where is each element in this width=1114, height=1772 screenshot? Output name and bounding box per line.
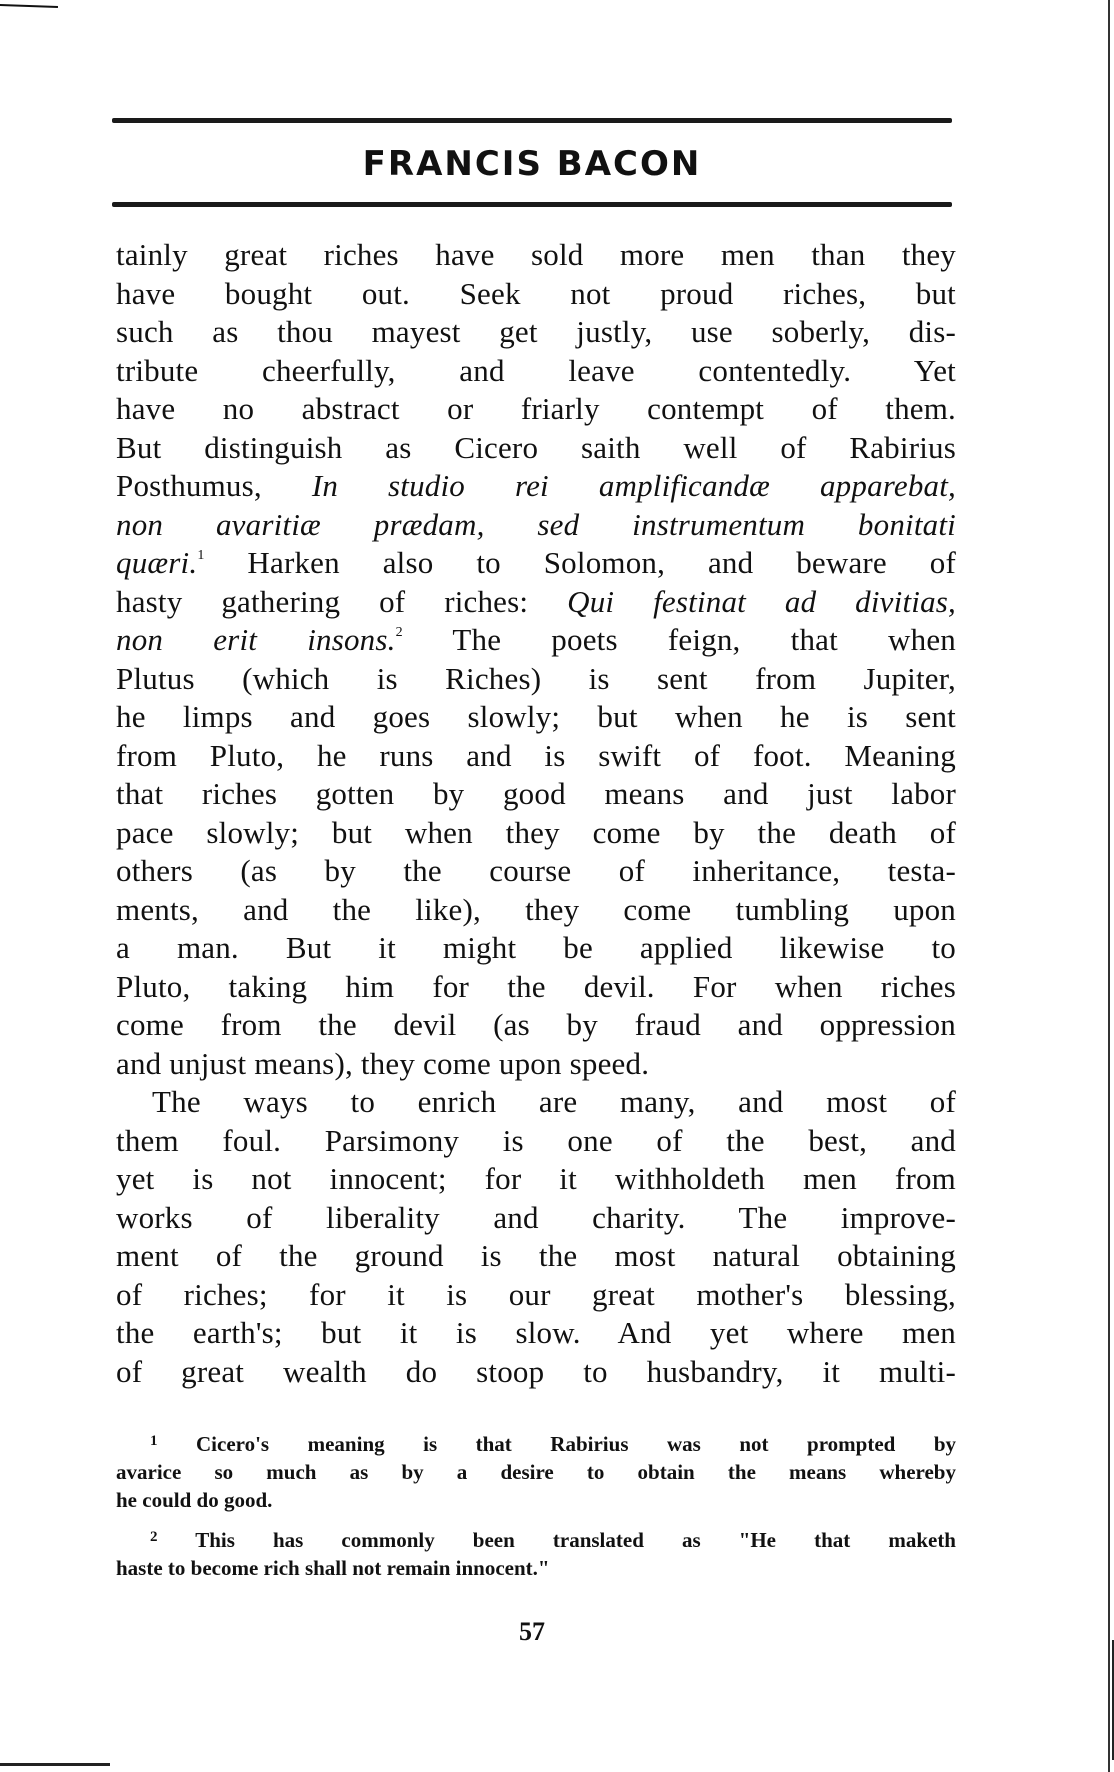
text-line: Plutus (which is Riches) is sent from Jupiter, bbox=[116, 660, 956, 696]
latin-quotation-line: non avaritiæ prædam, sed instrumentum bonitati bbox=[116, 506, 956, 542]
footnote-line: he could do good. bbox=[116, 1488, 273, 1512]
footnote-mark: 2 bbox=[150, 1529, 158, 1545]
text-line bbox=[116, 583, 956, 622]
text-line: works of liberality and charity. The improve- bbox=[116, 1199, 956, 1235]
text-line: of riches; for it is our great mother's blessing, bbox=[116, 1276, 956, 1312]
page-edge-mark bbox=[0, 4, 58, 8]
text-line: have bought out. Seek not proud riches, but bbox=[116, 275, 956, 311]
text-line: ment of the ground is the most natural obtaining bbox=[116, 1238, 956, 1273]
text-line bbox=[116, 544, 956, 583]
text-line: ments, and the like), they come tumbling upon bbox=[116, 891, 956, 927]
text-line: But distinguish as Cicero saith well of Rabirius bbox=[116, 429, 956, 465]
footnote-mark: 1 bbox=[150, 1433, 158, 1449]
text-line: from Pluto, he runs and is swift of foot. Meaning bbox=[116, 737, 956, 773]
footnote-line: haste to become rich shall not remain innocent." bbox=[116, 1556, 550, 1580]
footnote-ref-1: 1 bbox=[197, 548, 205, 563]
footnote-line: avarice so much as by a desire to obtain the means whereby bbox=[116, 1460, 956, 1484]
text-segment: hasty gathering of riches: bbox=[116, 583, 529, 619]
footnote-1 bbox=[116, 1430, 956, 1458]
footnote-ref-2: 2 bbox=[395, 625, 403, 640]
text-segment: The poets feign, that when bbox=[452, 622, 956, 657]
text-segment: Posthumus, bbox=[116, 468, 262, 503]
header-rule-bottom bbox=[112, 202, 952, 207]
page-number: 57 bbox=[519, 1617, 545, 1646]
footnote-2 bbox=[116, 1526, 956, 1554]
text-line: Pluto, taking him for the devil. For when riches bbox=[116, 968, 956, 1004]
text-line: such as thou mayest get justly, use soberly, dis- bbox=[116, 314, 956, 349]
text-line: a man. But it might be applied likewise to bbox=[116, 930, 956, 965]
text-line bbox=[116, 467, 956, 506]
text-line: others (as by the course of inheritance, testa- bbox=[116, 853, 956, 888]
text-line: pace slowly; but when they come by the death of bbox=[116, 814, 956, 850]
text-line: and unjust means), they come upon speed. bbox=[116, 1045, 650, 1081]
text-line: that riches gotten by good means and just labor bbox=[116, 776, 956, 811]
text-segment: Harken also to Solomon, and beware of bbox=[247, 545, 956, 580]
text-line: of great wealth do stoop to husbandry, it multi- bbox=[116, 1353, 956, 1389]
latin-quotation-end: quæri. bbox=[116, 545, 198, 580]
page-edge-bottom bbox=[0, 1763, 110, 1766]
latin-quotation-end: non erit insons. bbox=[116, 622, 396, 657]
text-line: the earth's; but it is slow. And yet where men bbox=[116, 1315, 956, 1350]
text-line: he limps and goes slowly; but when he is sent bbox=[116, 699, 956, 734]
footnote-text: This has commonly been translated as "He that maketh bbox=[195, 1528, 956, 1552]
running-title: FRANCIS BACON bbox=[362, 144, 702, 184]
text-line: come from the devil (as by fraud and oppression bbox=[116, 1007, 956, 1042]
footnote-text: Cicero's meaning is that Rabirius was not prompted by bbox=[196, 1432, 957, 1456]
text-line bbox=[116, 621, 956, 660]
text-line: tainly great riches have sold more men than they bbox=[116, 237, 956, 272]
text-line: yet is not innocent; for it withholdeth men from bbox=[116, 1161, 956, 1196]
text-line: tribute cheerfully, and leave contentedly. Yet bbox=[116, 352, 956, 388]
footnotes bbox=[116, 1430, 956, 1582]
text-line: them foul. Parsimony is one of the best, and bbox=[116, 1122, 956, 1158]
header-rule-top bbox=[112, 118, 952, 123]
page-edge-right bbox=[1108, 0, 1110, 1772]
latin-quotation: Qui festinat ad divitias, bbox=[567, 583, 956, 619]
latin-quotation: In studio rei amplificandæ apparebat, bbox=[311, 468, 956, 503]
paragraph-start: The ways to enrich are many, and most of bbox=[152, 1084, 956, 1119]
text-line: have no abstract or friarly contempt of them. bbox=[116, 391, 956, 426]
body-text bbox=[116, 236, 956, 1391]
